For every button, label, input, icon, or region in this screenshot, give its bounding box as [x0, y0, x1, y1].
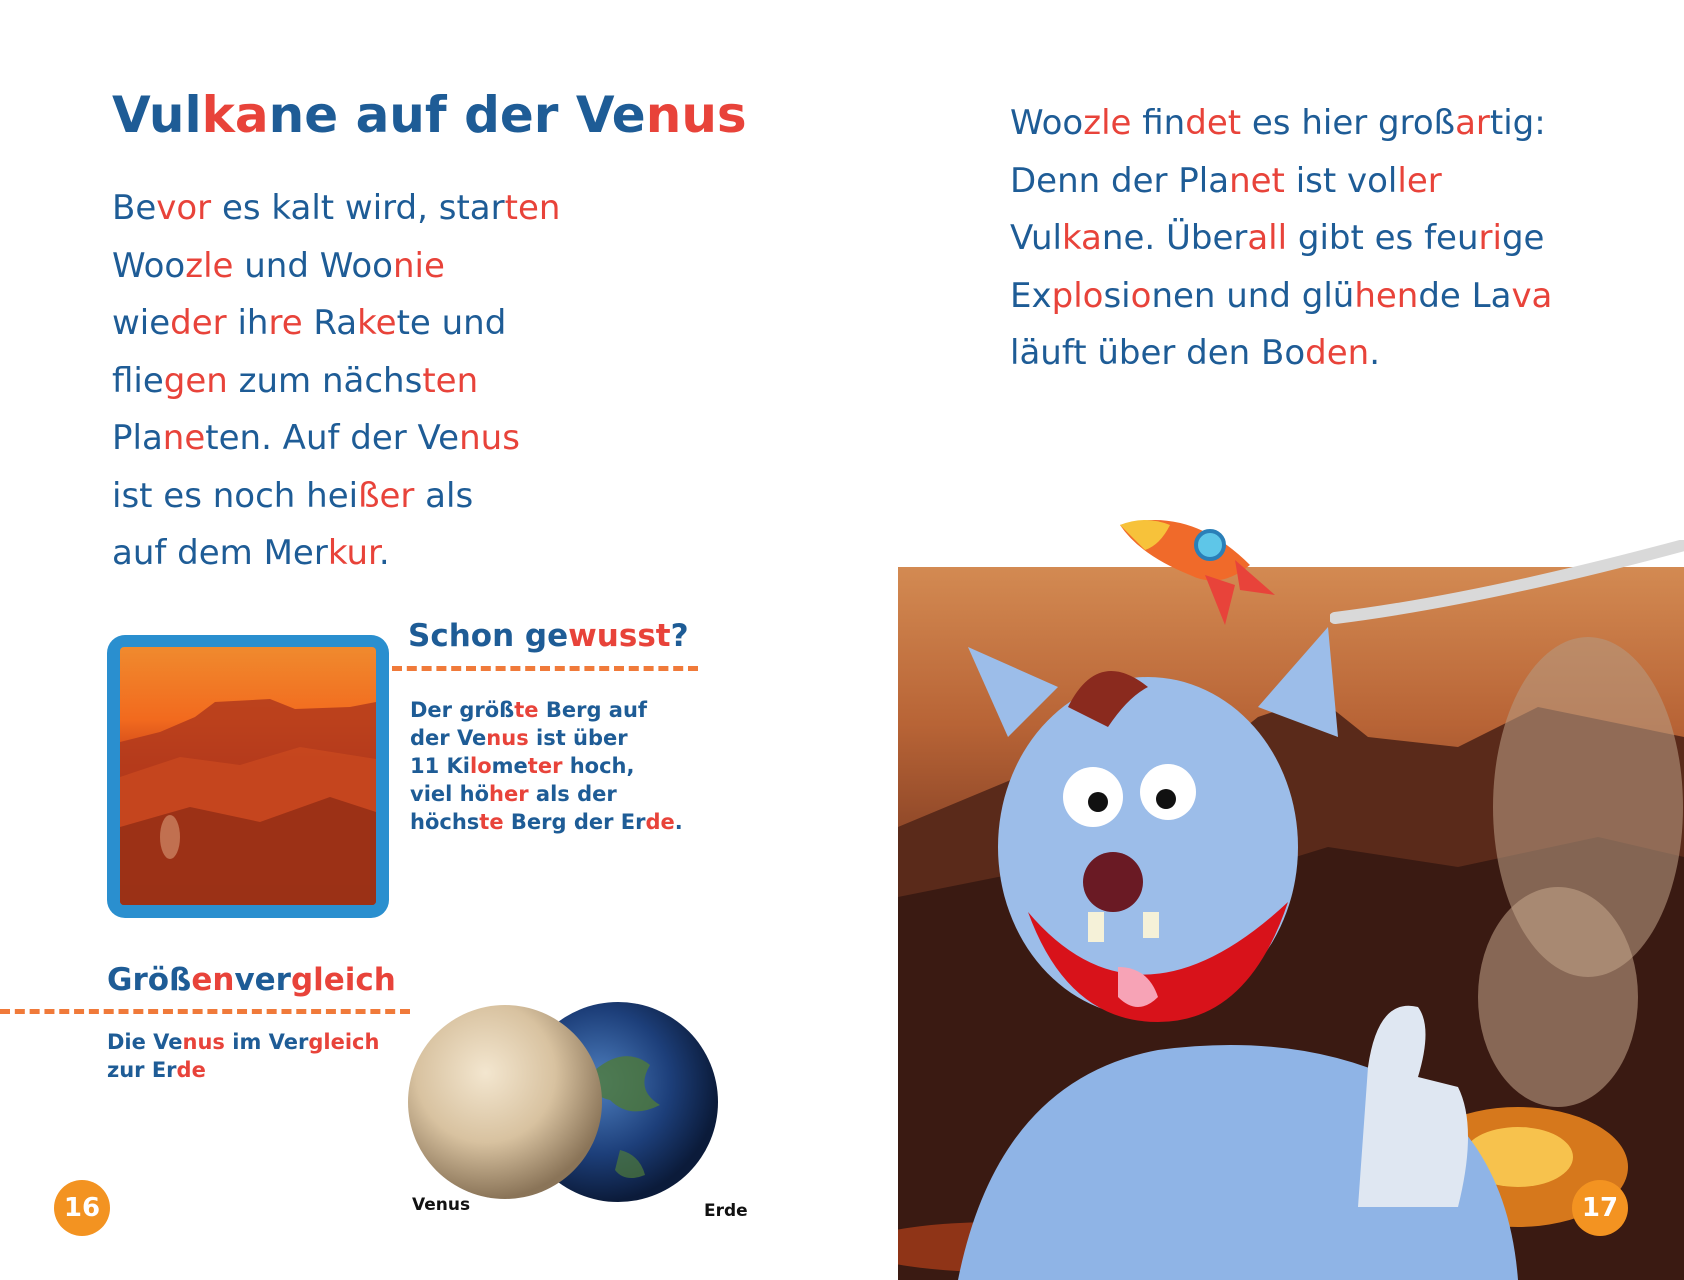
syllable-text: Vul — [1010, 218, 1062, 258]
syllable-text: gen — [163, 360, 228, 401]
text-line — [410, 724, 710, 752]
right-paragraph — [1010, 95, 1630, 383]
earth-label: Erde — [704, 1201, 748, 1221]
syllable-text: läuft über den Bo — [1010, 333, 1306, 373]
syllable-text: ist es noch hei — [112, 475, 359, 516]
syllable-text: als — [414, 475, 474, 516]
syllable-text: hen — [1354, 275, 1419, 316]
syllable-text: der Ve — [410, 726, 487, 750]
syllable-text: ne. Über — [1101, 218, 1248, 258]
text-line — [1010, 210, 1630, 268]
syllable-text: de — [645, 810, 675, 834]
syllable-text: zur Er — [107, 1058, 177, 1082]
syllable-text: nie — [392, 245, 445, 286]
syllable-text: net — [1229, 160, 1285, 201]
syllable-text: ist über — [528, 726, 628, 750]
syllable-text: den — [1305, 333, 1370, 373]
syllable-text: der — [170, 303, 227, 343]
text-line — [410, 808, 710, 836]
syllable-text: nus — [645, 86, 747, 144]
syllable-text: Berg auf — [538, 698, 648, 722]
text-line — [107, 1056, 407, 1084]
text-line — [410, 780, 710, 808]
syllable-text: o — [1130, 275, 1152, 316]
syllable-text: Schon ge — [408, 618, 569, 654]
syllable-text: fin — [1131, 103, 1186, 143]
text-line — [112, 295, 672, 353]
syllable-text: Be — [112, 188, 157, 228]
syllable-text: nus — [486, 726, 529, 750]
text-line — [112, 410, 672, 468]
syllable-text: Vul — [112, 86, 202, 144]
text-line — [1010, 325, 1630, 383]
syllable-text: auf dem Mer — [112, 533, 328, 573]
syllable-text: lo — [470, 754, 492, 778]
syllable-text: Woo — [112, 245, 186, 286]
syllable-text: zum nächs — [227, 360, 423, 401]
syllable-text: höchs — [410, 810, 480, 834]
syllable-text: ne auf der — [268, 86, 576, 144]
syllable-text: nus — [459, 418, 520, 458]
page-number-left: 16 — [54, 1180, 110, 1236]
syllable-text: . — [378, 533, 390, 573]
syllable-text: Die Ve — [107, 1030, 183, 1054]
syllable-text: Denn der Pla — [1010, 160, 1230, 201]
text-line — [112, 525, 672, 583]
venus-landscape-illustration — [120, 647, 376, 905]
syllable-text: es kalt wird, star — [211, 188, 505, 228]
syllable-text: als der — [528, 782, 617, 806]
syllable-text: en — [191, 962, 235, 998]
syllable-text: det — [1185, 103, 1242, 143]
page-number-right: 17 — [1572, 1180, 1628, 1236]
syllable-text: ke — [357, 303, 397, 343]
syllable-text: und Woo — [233, 245, 393, 286]
syllable-text: hoch, — [562, 754, 635, 778]
comparison-heading — [107, 962, 396, 998]
syllable-text: ar — [1455, 103, 1490, 143]
syllable-text: ih — [226, 303, 269, 343]
syllable-text: Pla — [112, 418, 163, 458]
syllable-text: 11 Ki — [410, 754, 471, 778]
syllable-text: te und — [396, 303, 507, 343]
syllable-text: ten. Auf der Ve — [205, 418, 460, 458]
syllable-text: ten — [504, 188, 561, 228]
syllable-text: ka — [1061, 218, 1102, 258]
syllable-text: de La — [1418, 275, 1512, 316]
text-line — [1010, 153, 1630, 211]
page-title — [112, 86, 747, 144]
venus-surface-photo — [120, 647, 376, 905]
text-line — [112, 468, 672, 526]
fact-box-heading — [408, 618, 689, 654]
venus-planet — [408, 1005, 602, 1199]
syllable-text: te — [479, 810, 504, 834]
syllable-text: si — [1103, 275, 1131, 316]
syllable-text: Größ — [107, 962, 192, 998]
syllable-text: wie — [112, 303, 171, 343]
syllable-text: her — [489, 782, 529, 806]
syllable-text: gleich — [308, 1030, 380, 1054]
syllable-text: re — [268, 303, 303, 343]
rocket-trail — [1330, 540, 1684, 630]
syllable-text: te — [514, 698, 539, 722]
syllable-text: ver — [234, 962, 291, 998]
syllable-text: ? — [670, 618, 689, 654]
text-line — [410, 752, 710, 780]
syllable-text: ka — [201, 86, 269, 144]
syllable-text: de — [176, 1058, 206, 1082]
syllable-text: all — [1247, 218, 1288, 258]
syllable-text: flie — [112, 360, 164, 401]
syllable-text: me — [491, 754, 528, 778]
text-line — [112, 180, 672, 238]
syllable-text: Berg der Er — [503, 810, 646, 834]
text-line — [112, 238, 672, 296]
left-paragraph — [112, 180, 672, 583]
syllable-text: tig: — [1489, 103, 1546, 143]
syllable-text: es hier groß — [1241, 103, 1456, 143]
syllable-text: Ex — [1010, 275, 1052, 316]
comparison-dashed-rule — [0, 1009, 410, 1014]
venus-surface-photo-frame — [107, 635, 389, 918]
syllable-text: Ra — [302, 303, 358, 343]
syllable-text: ist vol — [1284, 160, 1398, 201]
syllable-text: im Ver — [224, 1030, 309, 1054]
fact-box-text — [410, 696, 710, 836]
syllable-text: ge — [1501, 218, 1545, 258]
text-line — [112, 353, 672, 411]
text-line — [107, 1028, 407, 1056]
syllable-text: vor — [156, 188, 212, 228]
comparison-text — [107, 1028, 407, 1084]
syllable-text: plo — [1051, 275, 1104, 316]
volcano-scene-photo — [898, 567, 1684, 1280]
syllable-text: viel hö — [410, 782, 490, 806]
syllable-text: gibt es feu — [1287, 218, 1479, 258]
syllable-text: wusst — [568, 618, 671, 654]
syllable-text: gleich — [290, 962, 396, 998]
syllable-text: Ve — [575, 86, 646, 144]
syllable-text: . — [674, 810, 683, 834]
syllable-text: nen und glü — [1151, 275, 1355, 316]
syllable-text: ne — [162, 418, 206, 458]
syllable-text: zle — [185, 245, 234, 286]
syllable-text: va — [1511, 275, 1553, 316]
syllable-text: ten — [422, 360, 479, 401]
syllable-text: ter — [527, 754, 563, 778]
text-line — [1010, 268, 1630, 326]
text-line — [410, 696, 710, 724]
syllable-text: . — [1369, 333, 1381, 373]
syllable-text: Woo — [1010, 103, 1084, 143]
planet-comparison-illustration — [405, 1000, 735, 1210]
venus-label: Venus — [412, 1195, 471, 1215]
syllable-text: Der größ — [410, 698, 515, 722]
rocket-icon — [1110, 505, 1310, 630]
syllable-text: nus — [182, 1030, 225, 1054]
volcano-scene-illustration — [898, 567, 1684, 1280]
fact-heading-dashed-rule — [392, 666, 698, 671]
syllable-text: ler — [1397, 160, 1442, 201]
syllable-text: kur — [327, 533, 379, 573]
syllable-text: zle — [1083, 103, 1132, 143]
syllable-text: ri — [1478, 218, 1502, 258]
text-line — [1010, 95, 1630, 153]
syllable-text: ßer — [358, 475, 415, 516]
